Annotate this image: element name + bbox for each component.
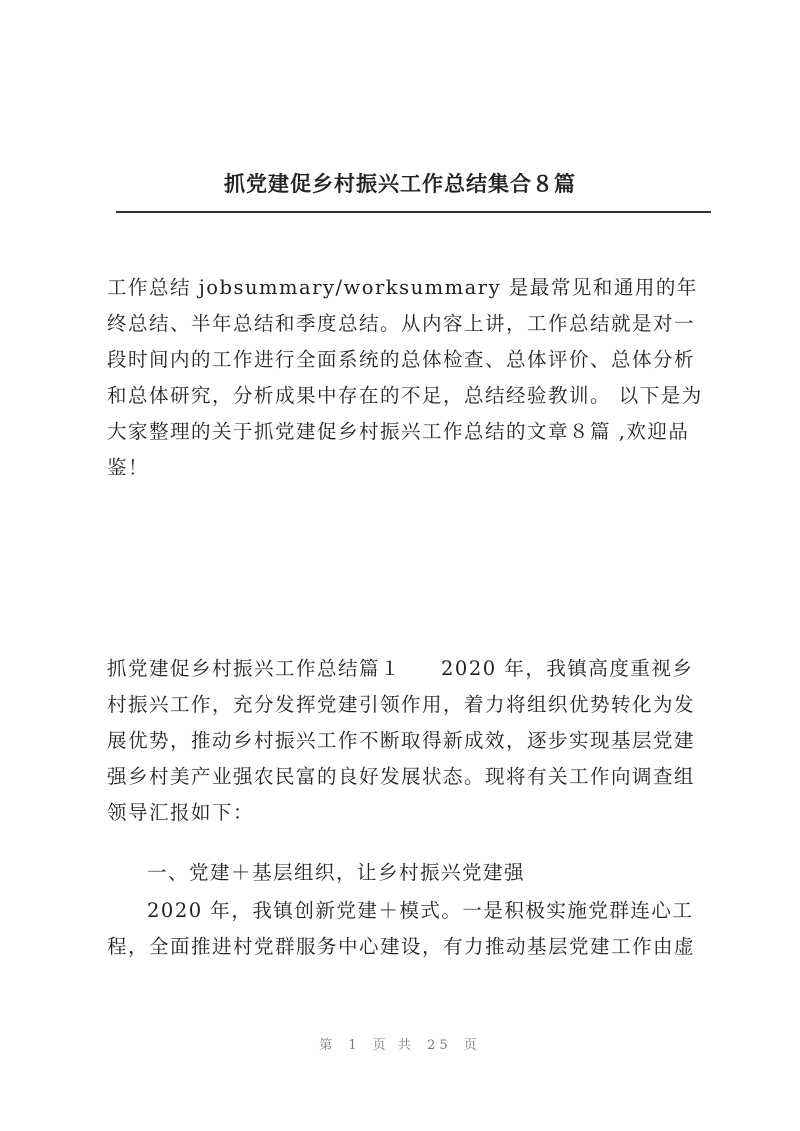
body-paragraph: 2020 年，我镇创新党建＋模式。一是积极实施党群连心工程，全面推进村党群服务中心建设，有力推动基层党建工作由虚 bbox=[107, 899, 696, 958]
page-total: 25 bbox=[427, 1038, 452, 1053]
document-title: 抓党建促乡村振兴工作总结集合８篇 bbox=[224, 171, 576, 196]
section-body: 2020 年，我镇高度重视乡村振兴工作，充分发挥党建引领作用，着力将组织优势转化为发展优势，推动乡村振兴工作不断取得新成效，逐步实现基层党建强乡村美产业强农民富的良好发展状态。现将有关工作向调查组领导汇报如下： bbox=[107, 657, 696, 824]
intro-paragraph: 工作总结 jobsummary/worksummary 是最常见和通用的年终总结、半年总结和季度总结。从内容上讲，工作总结就是对一段时间内的工作进行全面系统的总体检查、总体评价、总体分析和总体研究，分析成果中存在的不足，总结经验教训。 以下是为大家整理的关于抓党建促乡村振兴工作总结的文章８篇 ,欢迎品鉴！ bbox=[107, 276, 703, 479]
page-number: 1 bbox=[348, 1038, 361, 1053]
page-footer bbox=[0, 1034, 800, 1053]
footer-prefix: 第 bbox=[319, 1038, 337, 1053]
footer-suffix: 页 bbox=[463, 1038, 481, 1053]
subheading-party-building: 一、党建＋基层组织，让乡村振兴党建强 bbox=[147, 861, 526, 884]
title-divider bbox=[116, 211, 711, 213]
section-heading: 抓党建促乡村振兴工作总结篇１ bbox=[107, 657, 402, 680]
footer-middle: 页 共 bbox=[372, 1038, 415, 1053]
section-1-paragraph bbox=[107, 651, 707, 831]
